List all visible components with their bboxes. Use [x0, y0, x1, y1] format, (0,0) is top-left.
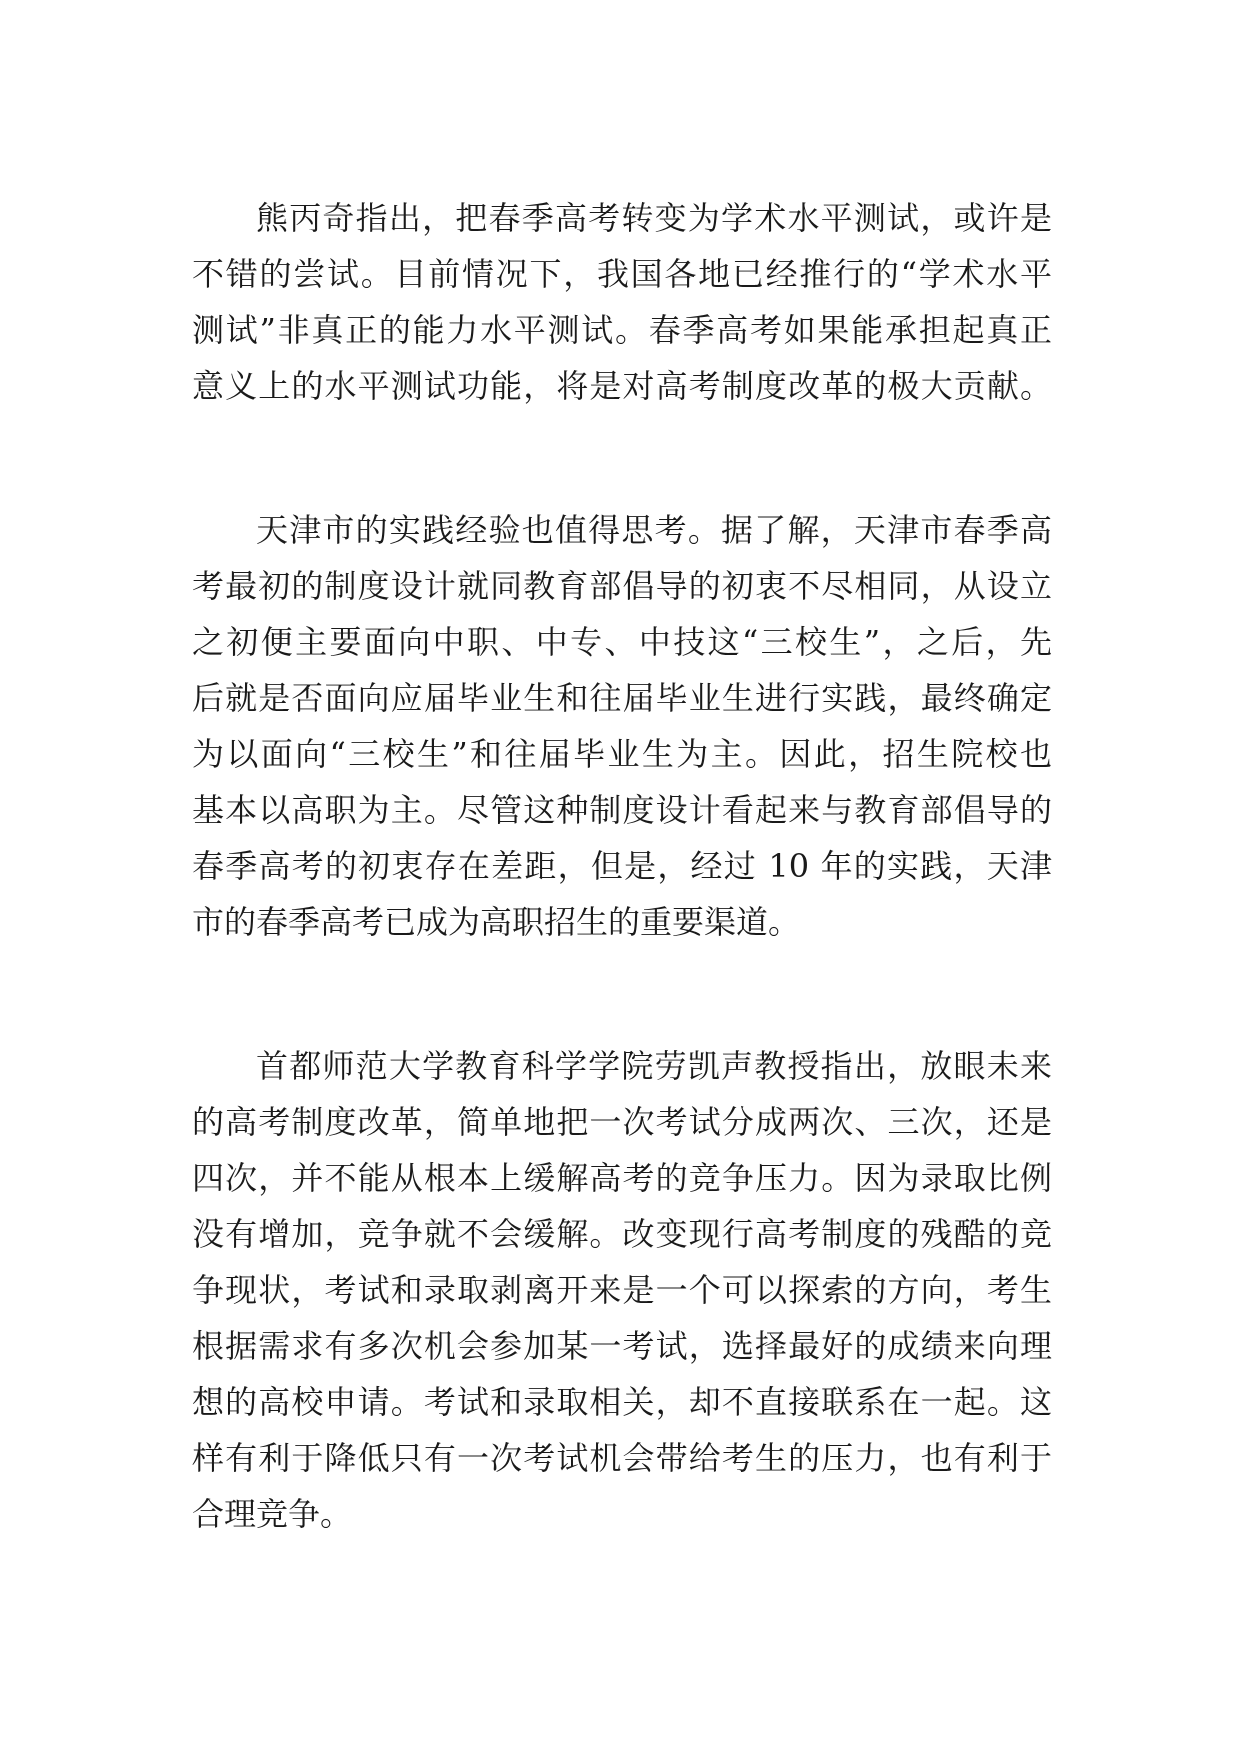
paragraph-line: 考最初的制度设计就同教育部倡导的初衷不尽相同，从设立 — [192, 567, 1052, 605]
paragraph-line: 测试”非真正的能力水平测试。春季高考如果能承担起真正 — [192, 311, 1052, 349]
paragraph-line: 熊丙奇指出，把春季高考转变为学术水平测试，或许是 — [256, 199, 1052, 237]
paragraph-line: 没有增加，竞争就不会缓解。改变现行高考制度的残酷的竞 — [192, 1215, 1052, 1253]
paragraph-line: 根据需求有多次机会参加某一考试，选择最好的成绩来向理 — [192, 1327, 1052, 1365]
paragraph-line: 争现状，考试和录取剥离开来是一个可以探索的方向，考生 — [192, 1271, 1052, 1309]
paragraph-line: 首都师范大学教育科学学院劳凯声教授指出，放眼未来 — [256, 1047, 1052, 1085]
document-body — [192, 0, 1052, 1754]
paragraph-line: 春季高考的初衷存在差距，但是，经过 10 年的实践，天津 — [192, 847, 1052, 885]
paragraph-line: 为以面向“三校生”和往届毕业生为主。因此，招生院校也 — [192, 735, 1052, 773]
paragraph-line: 市的春季高考已成为高职招生的重要渠道。 — [192, 903, 801, 941]
paragraph-line: 样有利于降低只有一次考试机会带给考生的压力，也有利于 — [192, 1439, 1052, 1477]
paragraph-line: 的高考制度改革，简单地把一次考试分成两次、三次，还是 — [192, 1103, 1052, 1141]
paragraph-line: 不错的尝试。目前情况下，我国各地已经推行的“学术水平 — [192, 255, 1052, 293]
paragraph-line: 之初便主要面向中职、中专、中技这“三校生”，之后，先 — [192, 623, 1052, 661]
paragraph-line: 天津市的实践经验也值得思考。据了解，天津市春季高 — [256, 511, 1052, 549]
paragraph-line: 后就是否面向应届毕业生和往届毕业生进行实践，最终确定 — [192, 679, 1052, 717]
paragraph-line: 基本以高职为主。尽管这种制度设计看起来与教育部倡导的 — [192, 791, 1052, 829]
paragraph-line: 合理竞争。 — [192, 1495, 353, 1533]
paragraph-line: 意义上的水平测试功能，将是对高考制度改革的极大贡献。 — [192, 367, 1052, 405]
paragraph-line: 四次，并不能从根本上缓解高考的竞争压力。因为录取比例 — [192, 1159, 1052, 1197]
paragraph-line: 想的高校申请。考试和录取相关，却不直接联系在一起。这 — [192, 1383, 1052, 1421]
